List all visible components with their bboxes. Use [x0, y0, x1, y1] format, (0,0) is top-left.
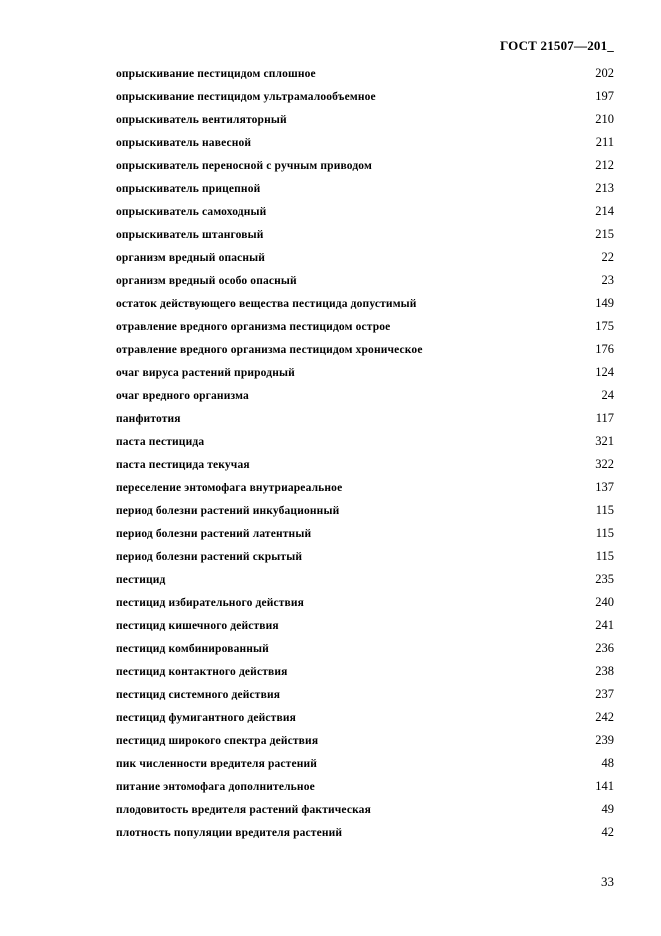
index-entry — [116, 683, 614, 706]
index-term: панфитотия — [116, 413, 181, 425]
index-entry — [116, 729, 614, 752]
index-term-number: 237 — [595, 687, 614, 701]
index-term: организм вредный особо опасный — [116, 275, 297, 287]
index-entry — [116, 591, 614, 614]
index-entry — [116, 85, 614, 108]
page-number: 33 — [601, 874, 614, 889]
index-term: организм вредный опасный — [116, 252, 266, 264]
index-term: плотность популяции вредителя растений — [116, 827, 343, 839]
index-term: пестицид комбинированный — [116, 643, 269, 655]
index-term: пестицид фумигантного действия — [116, 712, 296, 724]
index-entry — [116, 499, 614, 522]
index-entry — [116, 568, 614, 591]
index-entry — [116, 614, 614, 637]
index-term: пик численности вредителя растений — [116, 758, 318, 770]
index-term: паста пестицида — [116, 436, 205, 448]
index-term-number: 214 — [595, 204, 614, 218]
index-term: пестицид кишечного действия — [116, 620, 279, 632]
index-entry — [116, 476, 614, 499]
index-term-number: 149 — [595, 296, 614, 310]
index-term-number: 242 — [595, 710, 614, 724]
index-entry — [116, 223, 614, 246]
index-term-number: 49 — [601, 802, 614, 816]
index-list — [116, 62, 614, 844]
index-term: опрыскиватель переносной с ручным приводом — [116, 160, 372, 172]
index-term-number: 238 — [595, 664, 614, 678]
index-term-number: 115 — [595, 503, 614, 517]
index-term: питание энтомофага дополнительное — [116, 781, 315, 793]
index-term: пестицид избирательного действия — [116, 597, 305, 609]
index-term: опрыскиватель вентиляторный — [116, 114, 287, 126]
index-term-number: 321 — [595, 434, 614, 448]
index-entry — [116, 798, 614, 821]
index-term-number: 197 — [595, 89, 614, 103]
index-entry — [116, 660, 614, 683]
index-term-number: 115 — [595, 526, 614, 540]
index-term: пестицид системного действия — [116, 689, 281, 701]
index-entry — [116, 62, 614, 85]
index-entry — [116, 821, 614, 844]
index-term: остаток действующего вещества пестицида допустимый — [116, 298, 417, 310]
index-term: опрыскивание пестицидом ультрамалообъемное — [116, 91, 376, 103]
index-entry — [116, 545, 614, 568]
index-entry — [116, 108, 614, 131]
index-term: отравление вредного организма пестицидом острое — [116, 321, 391, 333]
index-entry — [116, 200, 614, 223]
index-term-number: 211 — [595, 135, 614, 149]
index-term-number: 240 — [595, 595, 614, 609]
index-term-number: 42 — [601, 825, 614, 839]
index-term: период болезни растений инкубационный — [116, 505, 340, 517]
index-term: пестицид широкого спектра действия — [116, 735, 319, 747]
index-entry — [116, 292, 614, 315]
index-term: опрыскиватель самоходный — [116, 206, 267, 218]
index-term: очаг вируса растений природный — [116, 367, 295, 379]
index-term: опрыскиватель штанговый — [116, 229, 264, 241]
index-term: очаг вредного организма — [116, 390, 249, 402]
index-term-number: 175 — [595, 319, 614, 333]
index-term-number: 124 — [595, 365, 614, 379]
index-term: плодовитость вредителя растений фактическая — [116, 804, 371, 816]
index-term-number: 236 — [595, 641, 614, 655]
index-term-number: 137 — [595, 480, 614, 494]
index-term: пестицид контактного действия — [116, 666, 288, 678]
index-entry — [116, 177, 614, 200]
index-entry — [116, 522, 614, 545]
index-term-number: 235 — [595, 572, 614, 586]
index-term-number: 24 — [601, 388, 614, 402]
index-entry — [116, 752, 614, 775]
index-term-number: 239 — [595, 733, 614, 747]
index-entry — [116, 154, 614, 177]
index-entry — [116, 246, 614, 269]
index-entry — [116, 338, 614, 361]
index-entry — [116, 269, 614, 292]
index-term: опрыскиватель прицепной — [116, 183, 261, 195]
index-entry — [116, 384, 614, 407]
index-term-number: 215 — [595, 227, 614, 241]
index-entry — [116, 315, 614, 338]
index-entry — [116, 430, 614, 453]
index-term-number: 117 — [595, 411, 614, 425]
index-term-number: 141 — [595, 779, 614, 793]
index-entry — [116, 407, 614, 430]
index-term-number: 322 — [595, 457, 614, 471]
index-term-number: 212 — [595, 158, 614, 172]
page-header-standard: ГОСТ 21507—201_ — [499, 38, 614, 53]
index-term-number: 213 — [595, 181, 614, 195]
index-term-number: 202 — [595, 66, 614, 80]
index-term: период болезни растений латентный — [116, 528, 312, 540]
index-entry — [116, 775, 614, 798]
index-term: опрыскивание пестицидом сплошное — [116, 68, 316, 80]
index-term: пестицид — [116, 574, 166, 586]
index-term-number: 22 — [601, 250, 614, 264]
index-entry — [116, 706, 614, 729]
index-term-number: 210 — [595, 112, 614, 126]
index-term: переселение энтомофага внутриареальное — [116, 482, 343, 494]
index-term-number: 176 — [595, 342, 614, 356]
index-entry — [116, 637, 614, 660]
index-entry — [116, 453, 614, 476]
index-term-number: 241 — [595, 618, 614, 632]
index-term: отравление вредного организма пестицидом хроническое — [116, 344, 423, 356]
index-entry — [116, 131, 614, 154]
index-term: период болезни растений скрытый — [116, 551, 303, 563]
index-entry — [116, 361, 614, 384]
index-term-number: 115 — [595, 549, 614, 563]
index-term-number: 48 — [601, 756, 614, 770]
index-term: опрыскиватель навесной — [116, 137, 252, 149]
index-term: паста пестицида текучая — [116, 459, 250, 471]
index-term-number: 23 — [601, 273, 614, 287]
